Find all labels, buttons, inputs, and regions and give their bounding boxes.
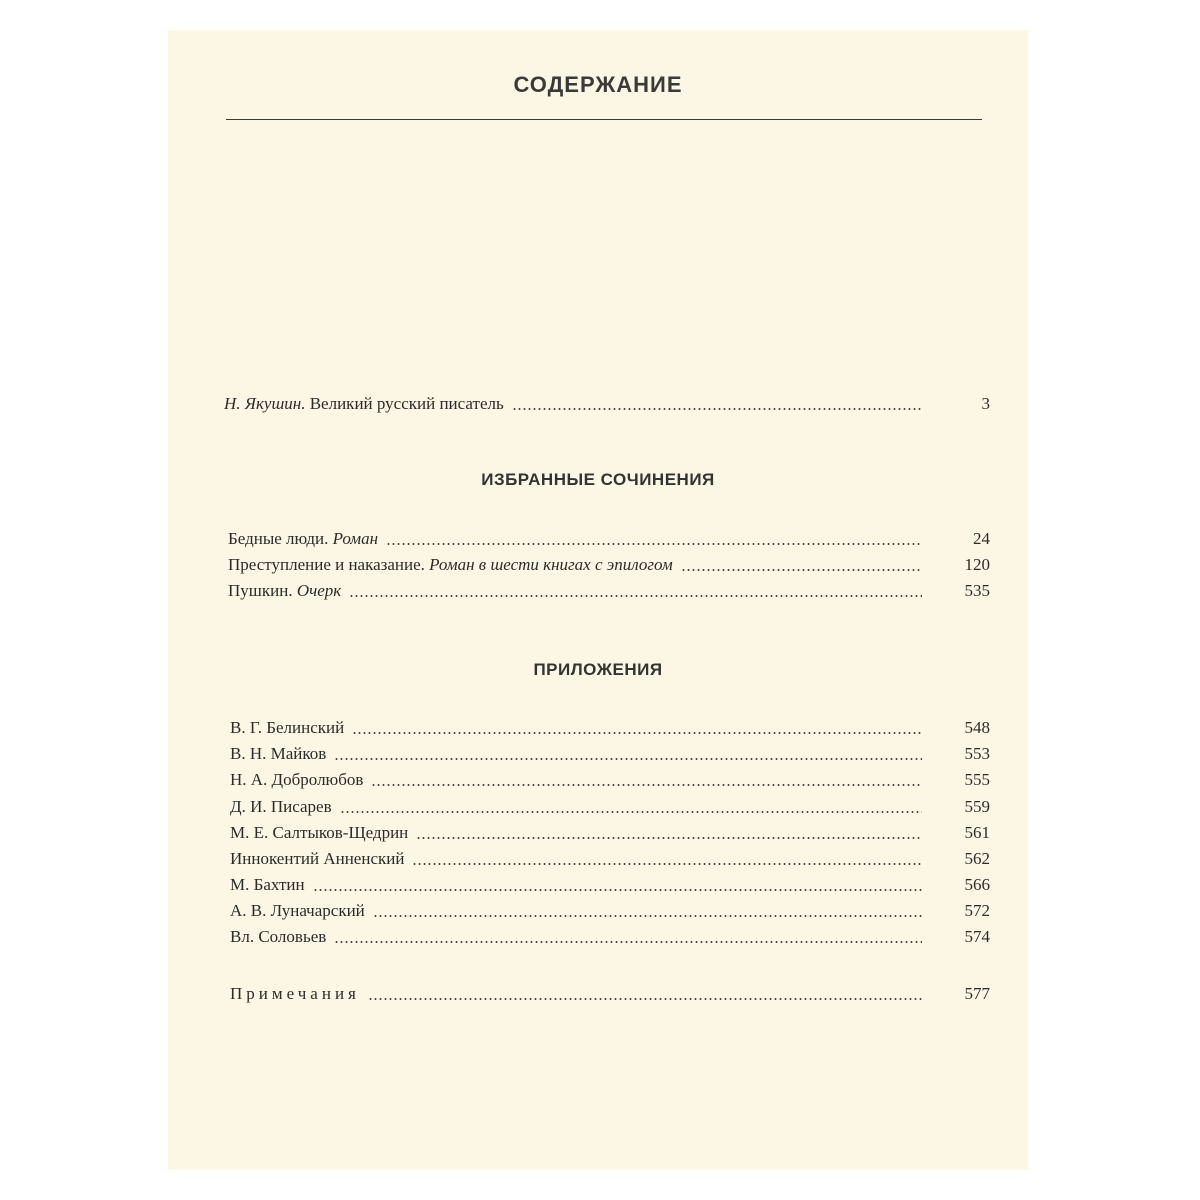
- leader-dots: [349, 595, 922, 597]
- entry-subtitle: Очерк: [296, 581, 342, 600]
- toc-entry[interactable]: [230, 873, 990, 897]
- leader-dots: [340, 811, 922, 813]
- title-divider: [226, 119, 982, 120]
- leader-dots: [681, 569, 922, 571]
- toc-entry[interactable]: [230, 925, 990, 949]
- page-number: 559: [964, 797, 990, 816]
- intro-title: Великий русский писатель: [309, 394, 504, 413]
- entry-title: Преступление и наказание.: [228, 555, 425, 574]
- entry-title: А. В. Луначарский: [230, 901, 365, 920]
- toc-entry-label: [224, 392, 504, 416]
- leader-dots: [334, 758, 922, 760]
- toc-entry-label: [228, 527, 378, 551]
- toc-entry[interactable]: [228, 579, 990, 603]
- page-title: СОДЕРЖАНИЕ: [513, 72, 683, 97]
- toc-entry[interactable]: [230, 795, 990, 819]
- section-heading-selected-works: ИЗБРАННЫЕ СОЧИНЕНИЯ: [481, 470, 715, 489]
- toc-entry[interactable]: [228, 527, 990, 551]
- entry-title: Примечания: [230, 984, 360, 1003]
- leader-dots: [416, 837, 922, 839]
- toc-entry-intro[interactable]: [224, 392, 990, 416]
- entry-title: М. Е. Салтыков-Щедрин: [230, 823, 409, 842]
- entry-title: Пушкин.: [228, 581, 293, 600]
- toc-entry[interactable]: [230, 716, 990, 740]
- toc-entry[interactable]: [230, 847, 990, 871]
- section-heading-appendices: ПРИЛОЖЕНИЯ: [533, 660, 663, 679]
- leader-dots: [371, 784, 922, 786]
- page-number: 535: [964, 581, 990, 600]
- leader-dots: [512, 408, 922, 410]
- entry-title: Вл. Соловьев: [230, 927, 327, 946]
- toc-entry-notes[interactable]: [230, 982, 990, 1006]
- leader-dots: [313, 889, 922, 891]
- entry-title: В. Г. Белинский: [230, 718, 345, 737]
- entry-subtitle: Роман: [332, 529, 379, 548]
- entry-title: М. Бахтин: [230, 875, 305, 894]
- toc-entry[interactable]: [230, 821, 990, 845]
- toc-entry[interactable]: [230, 768, 990, 792]
- page-number: 3: [981, 394, 990, 413]
- entry-title: В. Н. Майков: [230, 744, 327, 763]
- page-number: 548: [964, 718, 990, 737]
- leader-dots: [373, 915, 922, 917]
- intro-author: Н. Якушин.: [224, 394, 306, 413]
- page-number: 574: [964, 927, 990, 946]
- page-number: 577: [964, 984, 990, 1003]
- leader-dots: [334, 941, 922, 943]
- page-number: 561: [964, 823, 990, 842]
- page-number: 553: [964, 744, 990, 763]
- page-number: 566: [964, 875, 990, 894]
- entry-subtitle: Роман в шести книгах с эпилогом: [429, 555, 673, 574]
- entry-title: Д. И. Писарев: [230, 797, 332, 816]
- leader-dots: [412, 863, 922, 865]
- entry-title: Н. А. Добролюбов: [230, 770, 364, 789]
- page-number: 572: [964, 901, 990, 920]
- toc-entry[interactable]: [230, 899, 990, 923]
- page-number: 24: [973, 529, 990, 548]
- page-number: 120: [964, 555, 990, 574]
- toc-entry-label: [228, 579, 341, 603]
- entry-title: Бедные люди.: [228, 529, 329, 548]
- toc-entry[interactable]: [228, 553, 990, 577]
- entry-title: Иннокентий Анненский: [230, 849, 405, 868]
- page-number: 562: [964, 849, 990, 868]
- page-number: 555: [964, 770, 990, 789]
- leader-dots: [386, 543, 922, 545]
- book-page: [168, 30, 1028, 1170]
- toc-entry-label: [228, 553, 673, 577]
- leader-dots: [368, 998, 922, 1000]
- toc-entry[interactable]: [230, 742, 990, 766]
- leader-dots: [352, 732, 922, 734]
